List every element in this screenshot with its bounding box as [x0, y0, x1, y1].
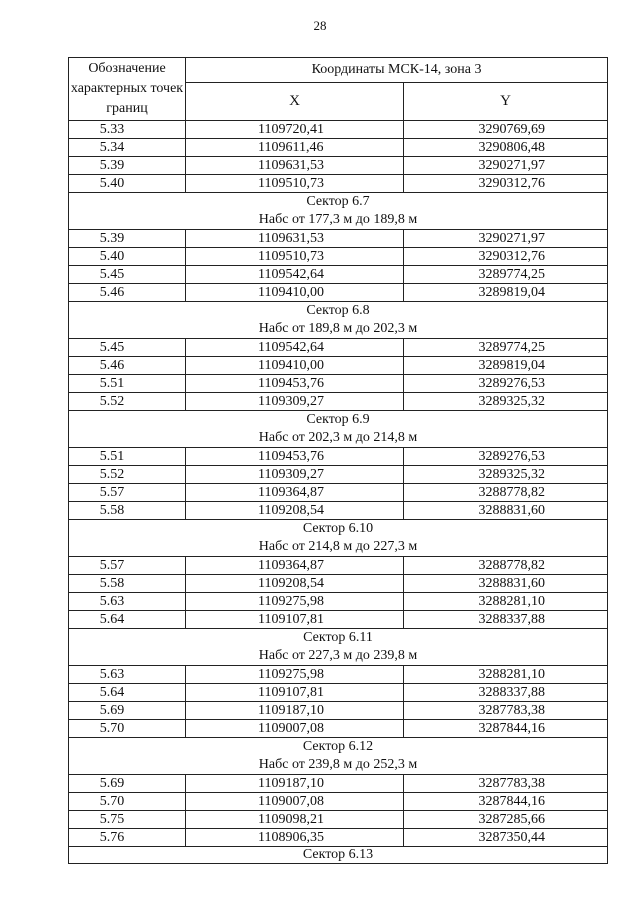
table-row [69, 611, 608, 629]
sector-header-row [69, 847, 608, 864]
x-coordinate-cell: 1109510,73 [186, 248, 404, 266]
table-row [69, 139, 608, 157]
sector-header [69, 302, 608, 339]
sector-height-range: Набс от 177,3 м до 189,8 м [258, 212, 418, 227]
y-coordinate-cell: 3287844,16 [404, 720, 608, 738]
y-coordinate-cell: 3289774,25 [404, 339, 608, 357]
x-column-header: X [186, 82, 404, 121]
sector-height-range: Набс от 189,8 м до 202,3 м [258, 321, 418, 336]
table-row [69, 375, 608, 393]
x-coordinate-cell: 1109453,76 [186, 448, 404, 466]
y-coordinate-cell: 3290312,76 [404, 248, 608, 266]
table-row [69, 175, 608, 193]
x-coordinate-cell: 1109364,87 [186, 484, 404, 502]
point-id-cell: 5.58 [69, 502, 186, 520]
point-id-cell: 5.69 [69, 775, 186, 793]
table-row [69, 230, 608, 248]
point-id-cell: 5.52 [69, 466, 186, 484]
y-coordinate-cell: 3290806,48 [404, 139, 608, 157]
y-coordinate-cell: 3288831,60 [404, 502, 608, 520]
sector-height-range: Набс от 227,3 м до 239,8 м [258, 648, 418, 663]
x-coordinate-cell: 1109542,64 [186, 266, 404, 284]
point-id-cell: 5.64 [69, 611, 186, 629]
point-id-cell: 5.63 [69, 666, 186, 684]
point-id-cell: 5.70 [69, 720, 186, 738]
x-coordinate-cell: 1109208,54 [186, 575, 404, 593]
point-id-cell: 5.76 [69, 829, 186, 847]
x-coordinate-cell: 1109007,08 [186, 720, 404, 738]
point-id-cell: 5.69 [69, 702, 186, 720]
x-coordinate-cell: 1109364,87 [186, 557, 404, 575]
x-coordinate-cell: 1109275,98 [186, 666, 404, 684]
x-coordinate-cell: 1109208,54 [186, 502, 404, 520]
point-id-cell: 5.70 [69, 793, 186, 811]
table-row [69, 284, 608, 302]
y-coordinate-cell: 3289325,32 [404, 466, 608, 484]
point-id-cell: 5.63 [69, 593, 186, 611]
y-coordinate-cell: 3287844,16 [404, 793, 608, 811]
point-id-cell: 5.40 [69, 175, 186, 193]
y-coordinate-cell: 3288281,10 [404, 593, 608, 611]
point-id-cell: 5.45 [69, 266, 186, 284]
sector-header-row [69, 520, 608, 557]
table-row [69, 684, 608, 702]
page-number: 28 [313, 18, 327, 33]
table-row [69, 811, 608, 829]
table-row [69, 466, 608, 484]
x-coordinate-cell: 1109631,53 [186, 230, 404, 248]
point-id-cell: 5.51 [69, 375, 186, 393]
y-coordinate-cell: 3288337,88 [404, 611, 608, 629]
x-coordinate-cell: 1109611,46 [186, 139, 404, 157]
y-coordinate-cell: 3289276,53 [404, 448, 608, 466]
point-id-cell: 5.75 [69, 811, 186, 829]
coordinates-system-header: Координаты МСК-14, зона 3 [186, 58, 608, 83]
sector-title: Сектор 6.7 [306, 194, 370, 209]
y-coordinate-cell: 3288337,88 [404, 684, 608, 702]
sector-height-range: Набс от 239,8 м до 252,3 м [258, 757, 418, 772]
point-id-cell: 5.46 [69, 357, 186, 375]
sector-header-row [69, 302, 608, 339]
y-coordinate-cell: 3287285,66 [404, 811, 608, 829]
point-id-cell: 5.33 [69, 121, 186, 139]
x-coordinate-cell: 1109720,41 [186, 121, 404, 139]
table-row [69, 666, 608, 684]
y-coordinate-cell: 3287350,44 [404, 829, 608, 847]
table-row [69, 266, 608, 284]
x-coordinate-cell: 1109410,00 [186, 284, 404, 302]
point-id-cell: 5.58 [69, 575, 186, 593]
point-id-cell: 5.40 [69, 248, 186, 266]
y-coordinate-cell: 3289819,04 [404, 284, 608, 302]
sector-title: Сектор 6.8 [306, 303, 370, 318]
x-coordinate-cell: 1109510,73 [186, 175, 404, 193]
y-coordinate-cell: 3289774,25 [404, 266, 608, 284]
sector-title: Сектор 6.10 [302, 521, 374, 536]
table-row [69, 720, 608, 738]
sector-header [69, 629, 608, 666]
sector-title: Сектор 6.13 [302, 847, 374, 862]
y-column-header: Y [404, 82, 608, 121]
sector-header [69, 411, 608, 448]
sector-header-row [69, 629, 608, 666]
point-id-cell: 5.52 [69, 393, 186, 411]
table-row [69, 448, 608, 466]
y-coordinate-cell: 3289276,53 [404, 375, 608, 393]
x-coordinate-cell: 1109107,81 [186, 611, 404, 629]
table-row [69, 775, 608, 793]
y-coordinate-cell: 3289325,32 [404, 393, 608, 411]
sector-title: Сектор 6.9 [306, 412, 370, 427]
sector-header [69, 738, 608, 775]
x-coordinate-cell: 1109453,76 [186, 375, 404, 393]
table-row [69, 357, 608, 375]
sector-title: Сектор 6.12 [302, 739, 374, 754]
table-row [69, 157, 608, 175]
table-row [69, 484, 608, 502]
x-coordinate-cell: 1109542,64 [186, 339, 404, 357]
point-id-cell: 5.39 [69, 157, 186, 175]
point-designation-header: Обозначение характерных точек границ [69, 58, 186, 121]
x-coordinate-cell: 1109007,08 [186, 793, 404, 811]
point-id-cell: 5.64 [69, 684, 186, 702]
table-row [69, 248, 608, 266]
table-row [69, 339, 608, 357]
sector-header [69, 520, 608, 557]
sector-header-row [69, 411, 608, 448]
table-row [69, 502, 608, 520]
point-id-cell: 5.57 [69, 484, 186, 502]
y-coordinate-cell: 3288778,82 [404, 484, 608, 502]
y-coordinate-cell: 3288831,60 [404, 575, 608, 593]
sector-height-range: Набс от 214,8 м до 227,3 м [258, 539, 418, 554]
sector-title: Сектор 6.11 [303, 630, 373, 645]
table-row [69, 393, 608, 411]
table-row [69, 702, 608, 720]
sector-header-row [69, 193, 608, 230]
point-id-cell: 5.45 [69, 339, 186, 357]
y-coordinate-cell: 3290312,76 [404, 175, 608, 193]
table-row [69, 793, 608, 811]
table-body [69, 121, 608, 864]
x-coordinate-cell: 1109187,10 [186, 775, 404, 793]
sector-height-range: Набс от 202,3 м до 214,8 м [258, 430, 418, 445]
y-coordinate-cell: 3288281,10 [404, 666, 608, 684]
y-coordinate-cell: 3289819,04 [404, 357, 608, 375]
coordinates-table [68, 57, 608, 864]
x-coordinate-cell: 1109309,27 [186, 393, 404, 411]
table-row [69, 829, 608, 847]
y-coordinate-cell: 3290271,97 [404, 230, 608, 248]
x-coordinate-cell: 1109275,98 [186, 593, 404, 611]
x-coordinate-cell: 1109187,10 [186, 702, 404, 720]
sector-header-row [69, 738, 608, 775]
x-coordinate-cell: 1109631,53 [186, 157, 404, 175]
x-coordinate-cell: 1109098,21 [186, 811, 404, 829]
table-row [69, 593, 608, 611]
sector-header [69, 193, 608, 230]
table-row [69, 557, 608, 575]
point-id-cell: 5.57 [69, 557, 186, 575]
point-id-cell: 5.34 [69, 139, 186, 157]
table-row [69, 121, 608, 139]
x-coordinate-cell: 1109410,00 [186, 357, 404, 375]
x-coordinate-cell: 1109309,27 [186, 466, 404, 484]
x-coordinate-cell: 1108906,35 [186, 829, 404, 847]
table-header-row [69, 58, 608, 83]
y-coordinate-cell: 3290769,69 [404, 121, 608, 139]
point-id-cell: 5.46 [69, 284, 186, 302]
point-id-cell: 5.51 [69, 448, 186, 466]
y-coordinate-cell: 3290271,97 [404, 157, 608, 175]
y-coordinate-cell: 3288778,82 [404, 557, 608, 575]
x-coordinate-cell: 1109107,81 [186, 684, 404, 702]
y-coordinate-cell: 3287783,38 [404, 702, 608, 720]
point-id-cell: 5.39 [69, 230, 186, 248]
table-row [69, 575, 608, 593]
sector-header [69, 847, 608, 864]
y-coordinate-cell: 3287783,38 [404, 775, 608, 793]
